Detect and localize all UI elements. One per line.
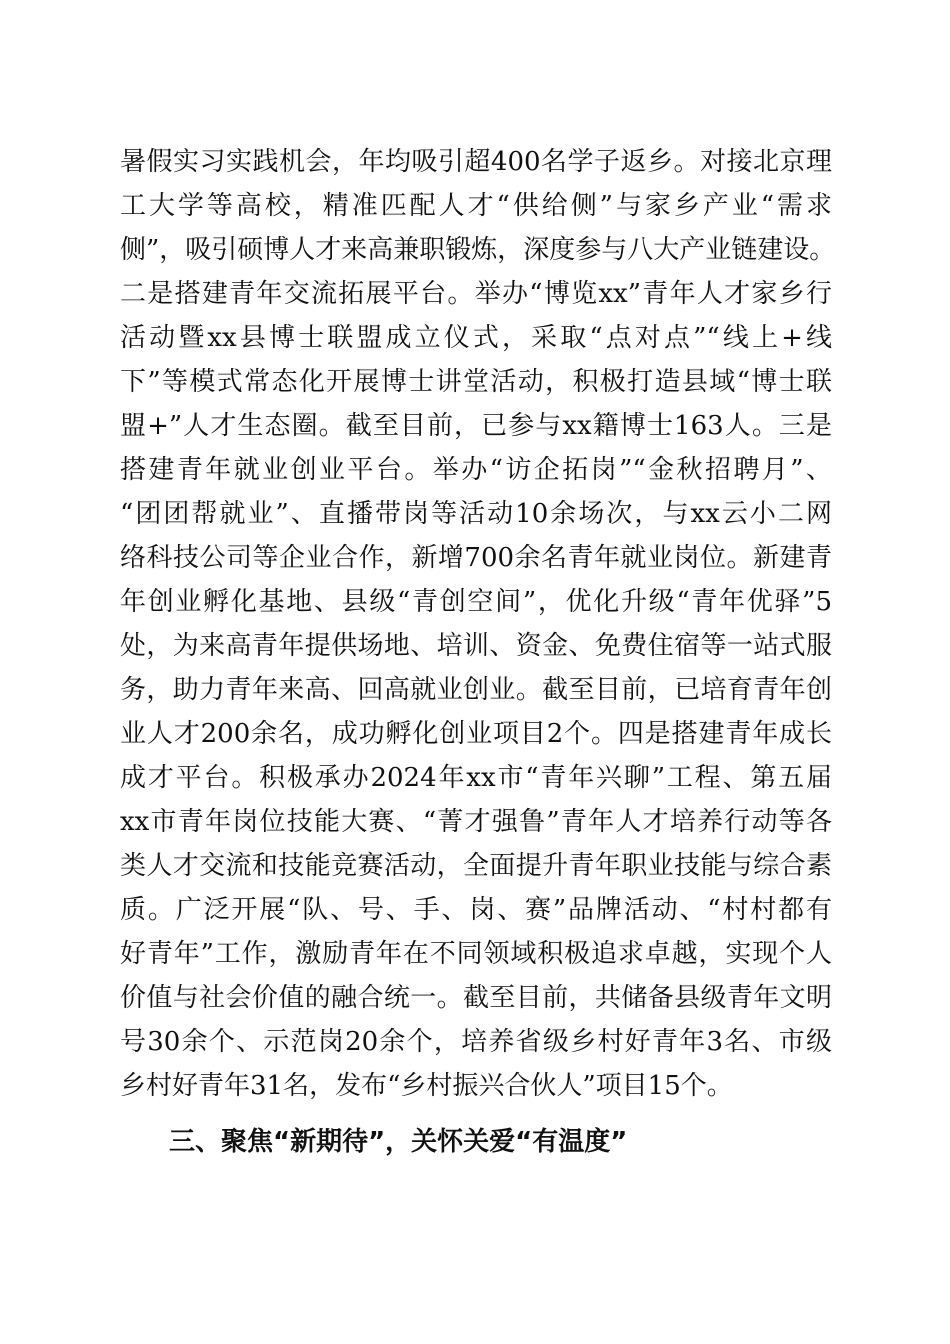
paragraph-line: 价值与社会价值的融合统一。截至目前，共储备县级青年文明 [120, 983, 832, 1013]
paragraph-line: 侧”，吸引硕博人才来高兼职锻炼，深度参与八大产业链建设。 [120, 235, 836, 265]
paragraph-line: 工大学等高校，精准匹配人才“供给侧”与家乡产业“需求 [120, 191, 832, 221]
paragraph-line: 下”等模式常态化开展博士讲堂活动，积极打造县域“博士联 [120, 367, 832, 397]
paragraph-line: 成才平台。积极承办2024年xx市“青年兴聊”工程、第五届 [120, 763, 832, 793]
paragraph-line: 乡村好青年31名，发布“乡村振兴合伙人”项目15个。 [120, 1071, 733, 1101]
paragraph-line: 活动暨xx县博士联盟成立仪式，采取“点对点”“线上+线 [120, 323, 832, 353]
paragraph-line: 好青年”工作，激励青年在不同领域积极追求卓越，实现个人 [120, 939, 832, 969]
paragraph-line: 处，为来高青年提供场地、培训、资金、免费住宿等一站式服 [120, 631, 832, 661]
paragraph-line: 络科技公司等企业合作，新增700余名青年就业岗位。新建青 [120, 543, 832, 573]
paragraph-line: 业人才200余名，成功孵化创业项目2个。四是搭建青年成长 [120, 719, 832, 749]
paragraph-line: 年创业孵化基地、县级“青创空间”，优化升级“青年优驿”5 [120, 587, 832, 617]
section-heading: 三、聚焦“新期待”，关怀关爱“有温度” [169, 1127, 628, 1157]
body-paragraph [120, 140, 836, 1108]
paragraph-line: 二是搭建青年交流拓展平台。举办“博览xx”青年人才家乡行 [120, 279, 832, 309]
paragraph-line: 务，助力青年来高、回高就业创业。截至目前，已培育青年创 [120, 675, 832, 705]
paragraph-line: 搭建青年就业创业平台。举办“访企拓岗”“金秋招聘月”、 [120, 455, 832, 485]
paragraph-line: 盟+”人才生态圈。截至目前，已参与xx籍博士163人。三是 [120, 411, 832, 441]
paragraph-line: 暑假实习实践机会，年均吸引超400名学子返乡。对接北京理 [120, 147, 832, 177]
paragraph-line: “团团帮就业”、直播带岗等活动10余场次，与xx云小二网 [120, 499, 832, 529]
paragraph-line: 号30余个、示范岗20余个，培养省级乡村好青年3名、市级 [120, 1027, 832, 1057]
paragraph-line: 类人才交流和技能竞赛活动，全面提升青年职业技能与综合素 [120, 851, 832, 881]
paragraph-line: xx市青年岗位技能大赛、“菁才强鲁”青年人才培养行动等各 [120, 807, 832, 837]
paragraph-line: 质。广泛开展“队、号、手、岗、赛”品牌活动、“村村都有 [120, 895, 832, 925]
